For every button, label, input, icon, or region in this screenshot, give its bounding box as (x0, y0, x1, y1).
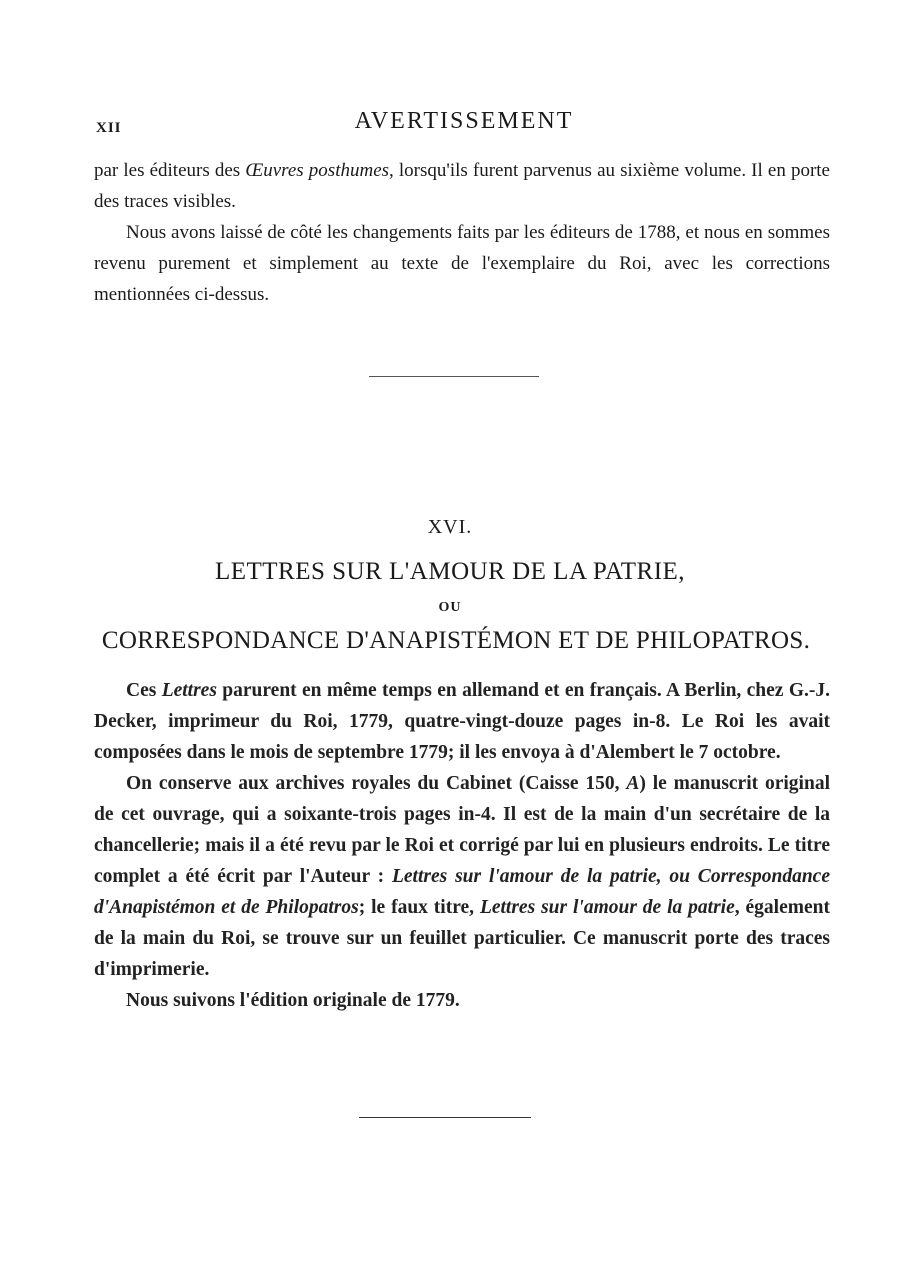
text-run: parurent en même temps en allemand et en français. A Berlin, chez G.-J. Decker, imprimeur du Roi, 1779, quatre-vingt-douze pages in-8. Le Roi les avait composées dans le mois de septembre 1779; il les envoya à d'Alembert le 7 octobre. (94, 680, 830, 763)
paragraph (94, 675, 830, 768)
text-run: Ces (126, 680, 162, 701)
page-number: XII (96, 120, 122, 136)
avertissement-continuation (94, 155, 830, 310)
section-body (94, 675, 830, 1016)
section-title-ou: OU (438, 600, 462, 615)
section-title-line-2: CORRESPONDANCE D'ANAPISTÉMON ET DE PHILOPATROS. (101, 627, 811, 654)
section-end-divider (359, 1117, 531, 1118)
text-run: , lorsqu'ils furent parvenus au sixième volume. Il en porte des traces visibles. (94, 160, 830, 212)
running-head (96, 108, 832, 142)
text-run: ; le faux titre, (358, 897, 480, 918)
text-run: On conserve aux archives royales du Cabinet (Caisse 150, (126, 773, 627, 794)
running-title: AVERTISSEMENT (354, 108, 574, 134)
paragraph: Nous avons laissé de côté les changements faits par les éditeurs de 1788, et nous en sommes revenu purement et simplement au texte de l'exemplaire du Roi, avec les corrections mentionnées ci-dessus. (94, 222, 830, 305)
section-title-line-1: LETTRES SUR L'AMOUR DE LA PATRIE, (214, 558, 686, 585)
paragraph (94, 155, 830, 217)
text-run: ) le manuscrit original de cet ouvrage, qui a soixante-trois pages in-4. Il est de la main d'un secrétaire de la chancellerie; mais il a été revu par le Roi et corrigé par lui en plusieurs endroits. Le titre complet a été écrit par l'Auteur : (94, 773, 830, 887)
section-divider (369, 376, 539, 377)
text-run: par les éditeurs des (94, 160, 246, 181)
italic-title: Lettres (161, 680, 217, 701)
paragraph (94, 768, 830, 985)
paragraph: Nous suivons l'édition originale de 1779. (126, 990, 460, 1011)
italic-text: A (626, 773, 640, 794)
section-number: XVI. (427, 516, 473, 538)
italic-title: Œuvres posthumes (245, 160, 390, 181)
text-run: , également de la main du Roi, se trouve sur un feuillet particulier. Ce manuscrit porte des traces d'imprimerie. (94, 897, 830, 980)
italic-title: Lettres sur l'amour de la patrie, ou Correspondance d'Anapistémon et de Philopatros (94, 866, 830, 918)
italic-title: Lettres sur l'amour de la patrie (479, 897, 735, 918)
